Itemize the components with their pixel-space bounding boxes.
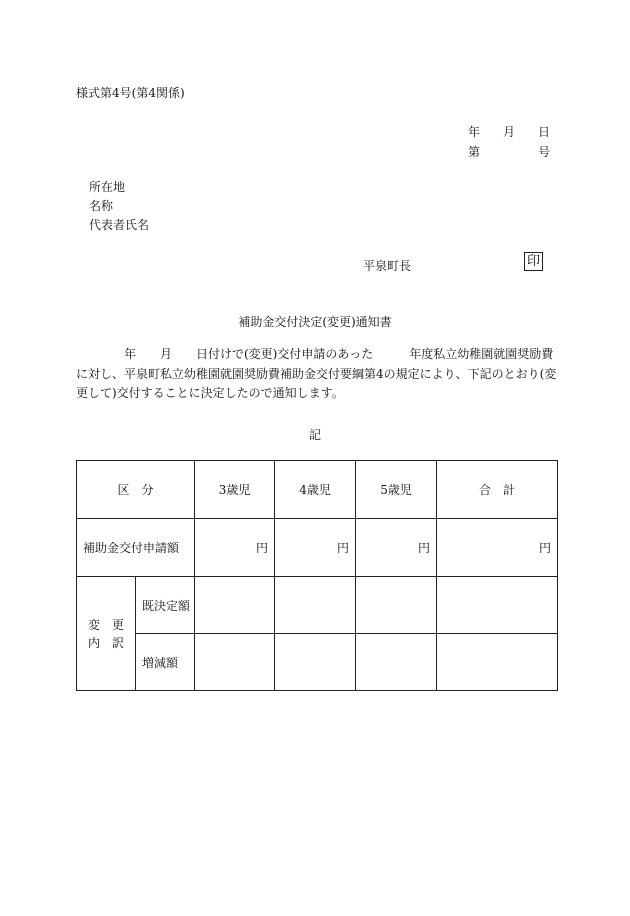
request-age3-unit: 円 [195,519,275,577]
change-group-label-top: 変 更 [87,617,124,632]
body-line-3: 更して)交付することに決定したので通知します。 [76,386,344,400]
body-text [76,345,556,404]
recipient-representative: 代表者氏名 [89,218,150,232]
cell [195,577,275,634]
table-row [77,577,558,634]
cell [275,577,356,634]
cell [437,577,558,634]
date-line [468,123,550,140]
body-line-2: に対し、平泉町私立幼稚園就園奨励費補助金交付要綱第4の規定により、下記のとおり(変 [76,366,557,381]
recipient-location: 所在地 [89,180,126,194]
header-total: 合 計 [437,461,558,519]
cell [437,634,558,691]
cell [195,634,275,691]
date-day: 日 [537,125,550,139]
number-prefix: 第 [468,145,481,159]
date-month: 月 [502,125,515,139]
cell [275,634,356,691]
table-row [77,634,558,691]
cell [356,577,437,634]
document-number-line [468,143,550,160]
number-suffix: 号 [537,145,550,159]
header-age4: 4歳児 [275,461,356,519]
document-title: 補助金交付決定(変更)通知書 [238,315,392,329]
body-line-1: 年 月 日付けで(変更)交付申請のあった 年度私立幼稚園就園奨励費 [76,347,554,361]
change-group-label-bottom: 内 訳 [87,635,124,650]
request-age4-unit: 円 [275,519,356,577]
form-number: 様式第4号(第4関係) [76,86,185,100]
change-row-label: 増減額 [136,634,195,691]
cell [356,634,437,691]
recipient-block [89,178,149,235]
request-total-unit: 円 [437,519,558,577]
recipient-name: 名称 [89,199,114,213]
amounts-table [76,460,558,691]
mayor-title: 平泉町長 [363,259,412,273]
request-age5-unit: 円 [356,519,437,577]
table-row [77,519,558,577]
request-label: 補助金交付申請額 [77,519,195,577]
change-row-label: 既決定額 [136,577,195,634]
ki-label: 記 [308,428,321,442]
seal-mark: 印 [524,252,543,271]
header-age5: 5歳児 [356,461,437,519]
header-age3: 3歳児 [195,461,275,519]
date-year: 年 [468,125,481,139]
table-header-row [77,461,558,519]
header-category: 区 分 [77,461,195,519]
change-group-label [77,577,136,691]
